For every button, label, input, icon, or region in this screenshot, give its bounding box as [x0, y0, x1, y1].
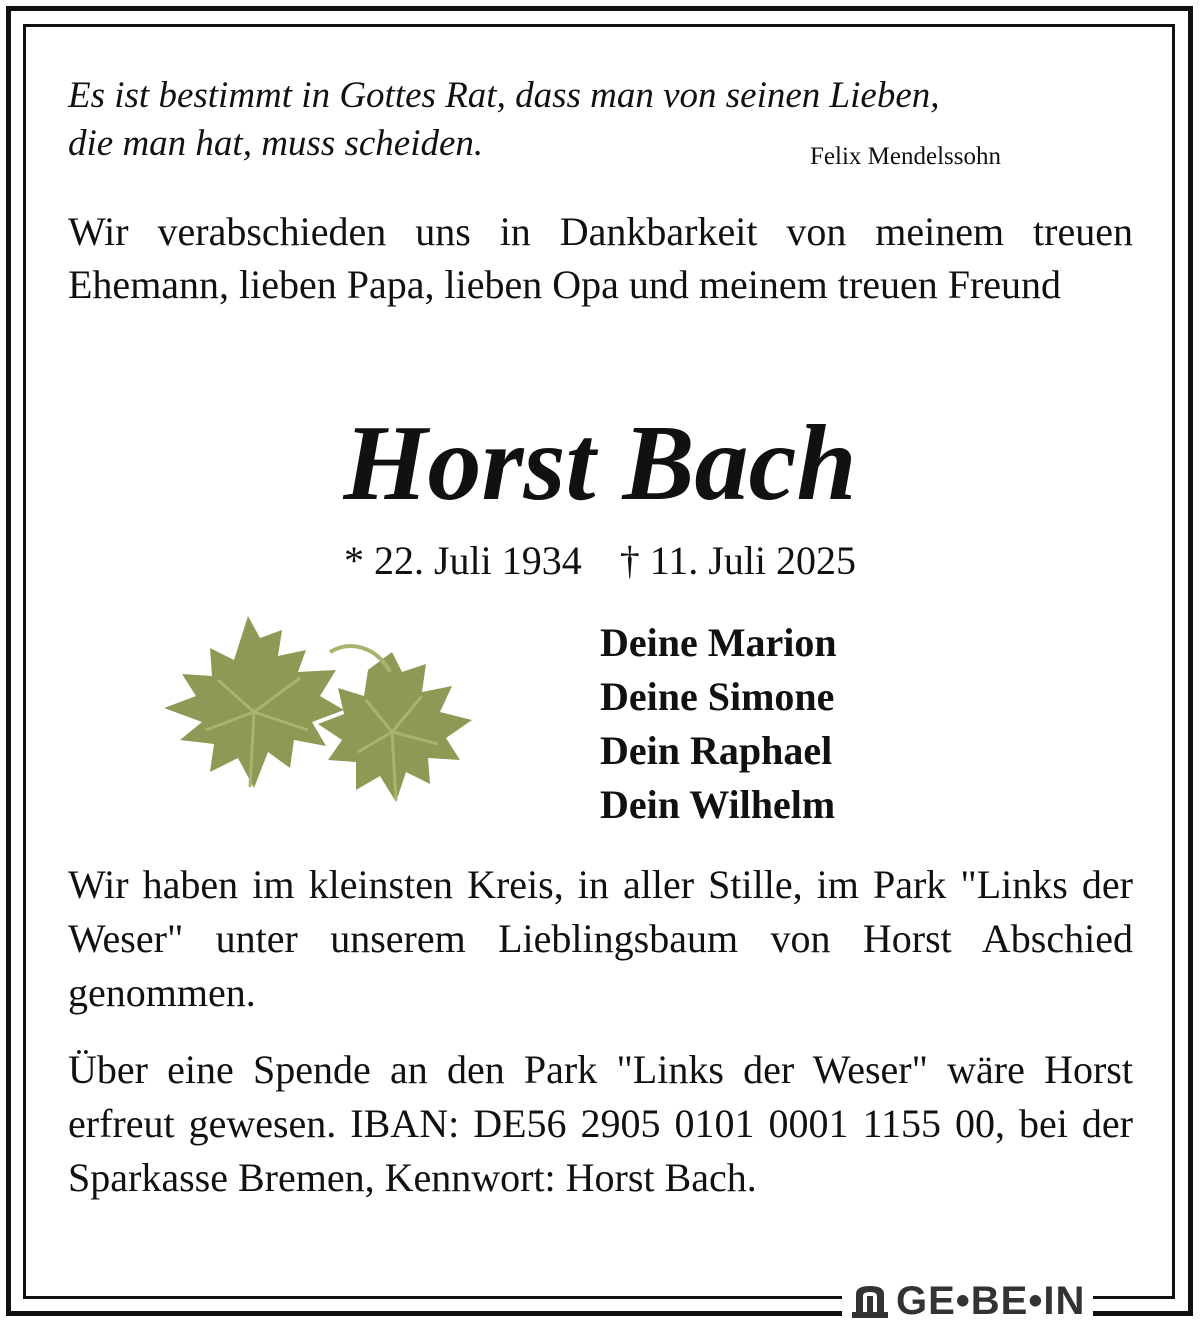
quote-line: die man hat, muss scheiden.	[68, 123, 484, 164]
publisher-logo	[842, 1279, 1093, 1323]
intro-text: Wir verabschieden uns in Dankbarkeit von meinem treuen Ehemann, lieben Papa, lieben Opa und meinem treuen Freund	[68, 209, 1133, 307]
mourner: Deine Marion	[600, 620, 837, 665]
birth-date: * 22. Juli 1934	[343, 538, 582, 583]
mourner: Dein Raphael	[600, 728, 833, 773]
mourner: Dein Wilhelm	[600, 782, 836, 827]
maple-leaves-icon	[160, 612, 480, 812]
ceremony-text: Wir haben im kleinsten Kreis, in aller Stille, im Park "Links der Weser" unter unserem Lieblingsbaum von Horst Abschied genommen.	[68, 862, 1133, 1015]
logo-text: GE•BE•IN	[896, 1278, 1086, 1323]
mourners-list	[600, 616, 837, 832]
life-dates	[0, 535, 1200, 587]
maple-leaf-left	[164, 616, 344, 788]
quote-author: Felix Mendelssohn	[810, 143, 1001, 170]
death-date: † 11. Juli 2025	[619, 538, 857, 583]
quote-line: Es ist bestimmt in Gottes Rat, dass man von seinen Lieben,	[68, 75, 940, 116]
deceased-name: Horst Bach	[343, 404, 857, 523]
mourner: Deine Simone	[600, 674, 835, 719]
donation-text: Über eine Spende an den Park "Links der Weser" wäre Horst erfreut gewesen. IBAN: DE56 2905 0101 0001 1155 00, bei der Sparkasse Bremen, Kennwort: Horst Bach.	[68, 1047, 1133, 1200]
gebein-logo-icon	[850, 1282, 890, 1320]
